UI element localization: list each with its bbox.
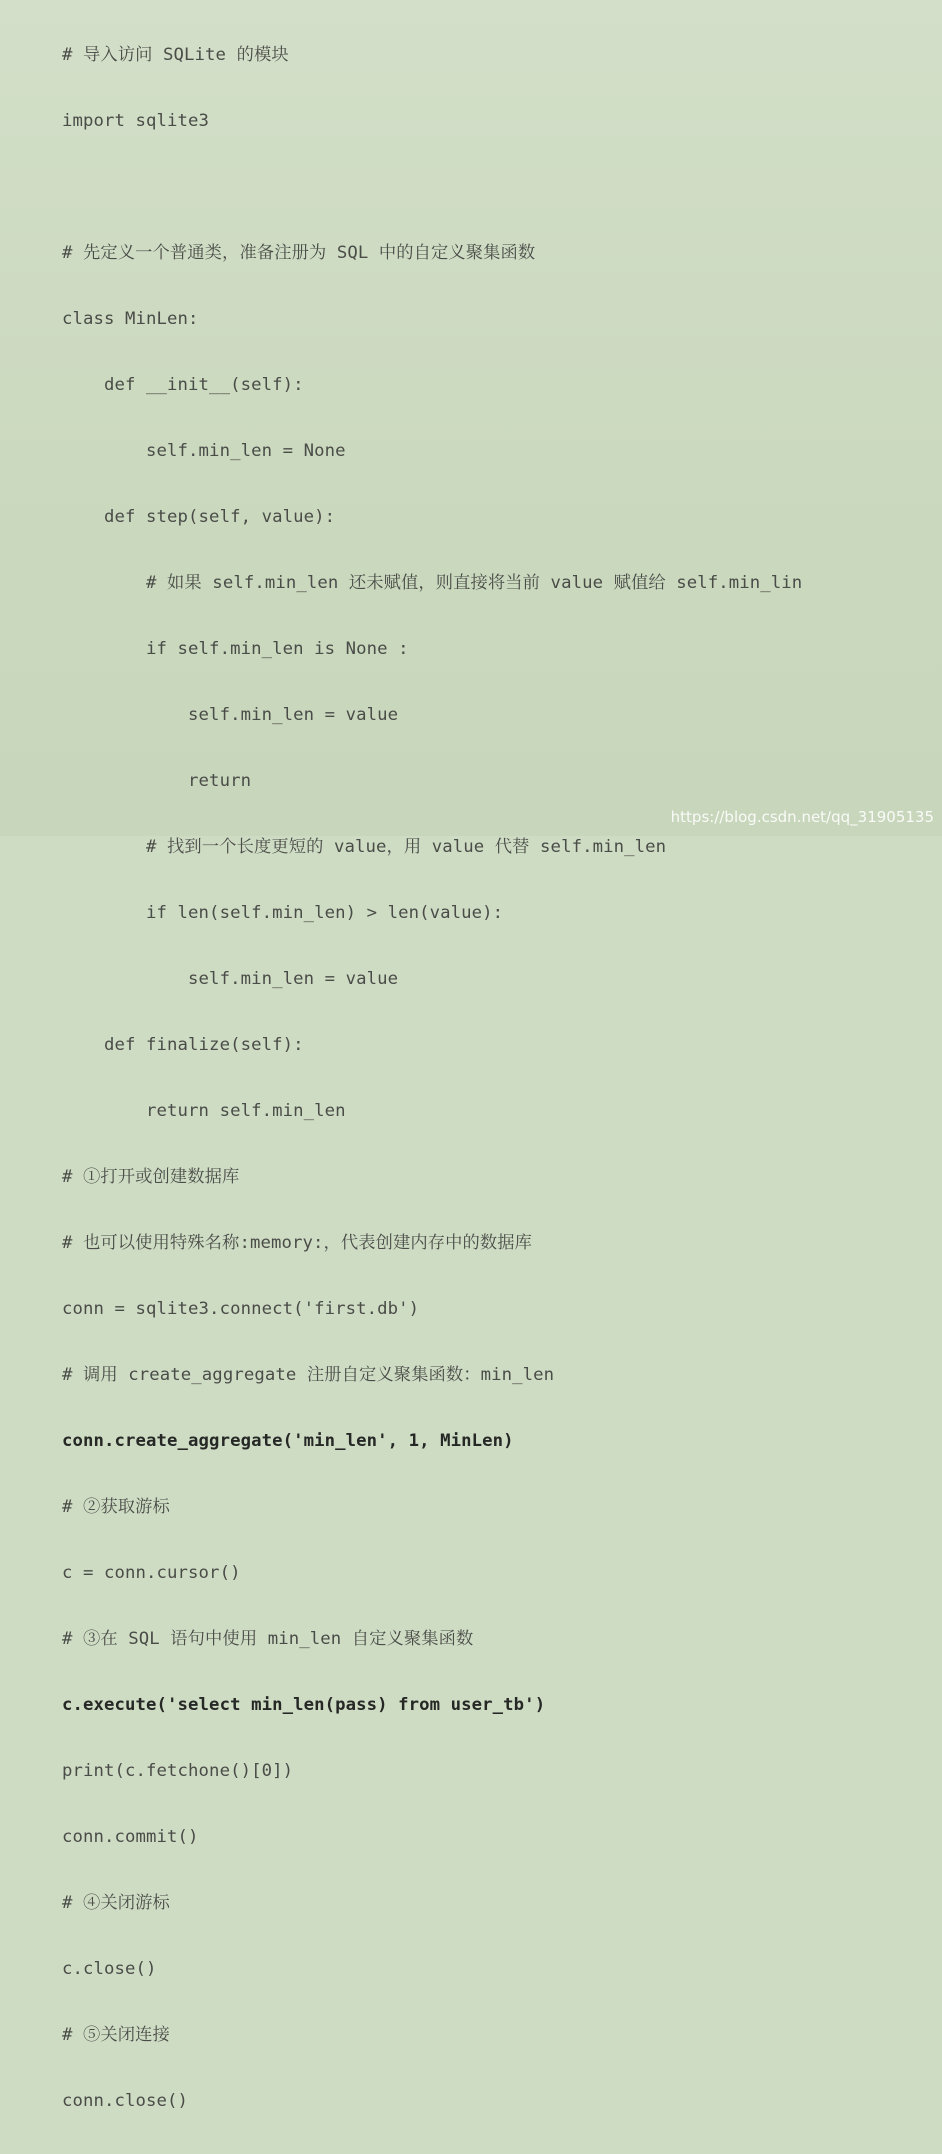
code-line: conn = sqlite3.connect('first.db') <box>62 1299 420 1319</box>
code-line: conn.commit() <box>62 1827 199 1847</box>
code-block <box>62 2 802 2154</box>
code-line-def-step: def step(self, value): <box>62 507 336 527</box>
code-line-def-init: def __init__(self): <box>62 375 304 395</box>
code-line: self.min_len = None <box>62 441 346 461</box>
code-line-comment: # 先定义一个普通类，准备注册为 SQL 中的自定义聚集函数 <box>62 243 536 263</box>
code-line-comment: # 导入访问 SQLite 的模块 <box>62 45 289 65</box>
code-line-comment: # 调用 create_aggregate 注册自定义聚集函数：min_len <box>62 1365 555 1385</box>
code-line: if self.min_len is None : <box>62 639 409 659</box>
code-line: return self.min_len <box>62 1101 346 1121</box>
code-line-comment: # ③在 SQL 语句中使用 min_len 自定义聚集函数 <box>62 1629 474 1649</box>
code-line: self.min_len = value <box>62 705 399 725</box>
code-line-comment: # ④关闭游标 <box>62 1893 170 1913</box>
code-line-comment: # 如果 self.min_len 还未赋值，则直接将当前 value 赋值给 self.min_lin <box>62 573 803 593</box>
code-line: conn.close() <box>62 2091 189 2111</box>
code-line: c = conn.cursor() <box>62 1563 241 1583</box>
code-line-highlighted: c.execute('select min_len(pass) from user_tb') <box>62 1695 546 1715</box>
code-line-def-finalize: def finalize(self): <box>62 1035 304 1055</box>
code-line-comment: # ①打开或创建数据库 <box>62 1167 240 1187</box>
code-line: return <box>62 771 252 791</box>
code-line-comment: # ⑤关闭连接 <box>62 2025 170 2045</box>
watermark-url: https://blog.csdn.net/qq_31905135 <box>670 808 934 826</box>
code-line-class: class MinLen: <box>62 309 199 329</box>
code-line: self.min_len = value <box>62 969 399 989</box>
code-line-highlighted: conn.create_aggregate('min_len', 1, MinLen) <box>62 1431 514 1451</box>
code-line: if len(self.min_len) > len(value): <box>62 903 504 923</box>
code-line-blank <box>62 174 802 200</box>
code-line-comment: # 找到一个长度更短的 value，用 value 代替 self.min_len <box>62 837 667 857</box>
code-line-import: import sqlite3 <box>62 111 210 131</box>
code-line: c.close() <box>62 1959 157 1979</box>
code-line: print(c.fetchone()[0]) <box>62 1761 294 1781</box>
code-line-comment: # 也可以使用特殊名称:memory:，代表创建内存中的数据库 <box>62 1233 533 1253</box>
code-line-comment: # ②获取游标 <box>62 1497 170 1517</box>
